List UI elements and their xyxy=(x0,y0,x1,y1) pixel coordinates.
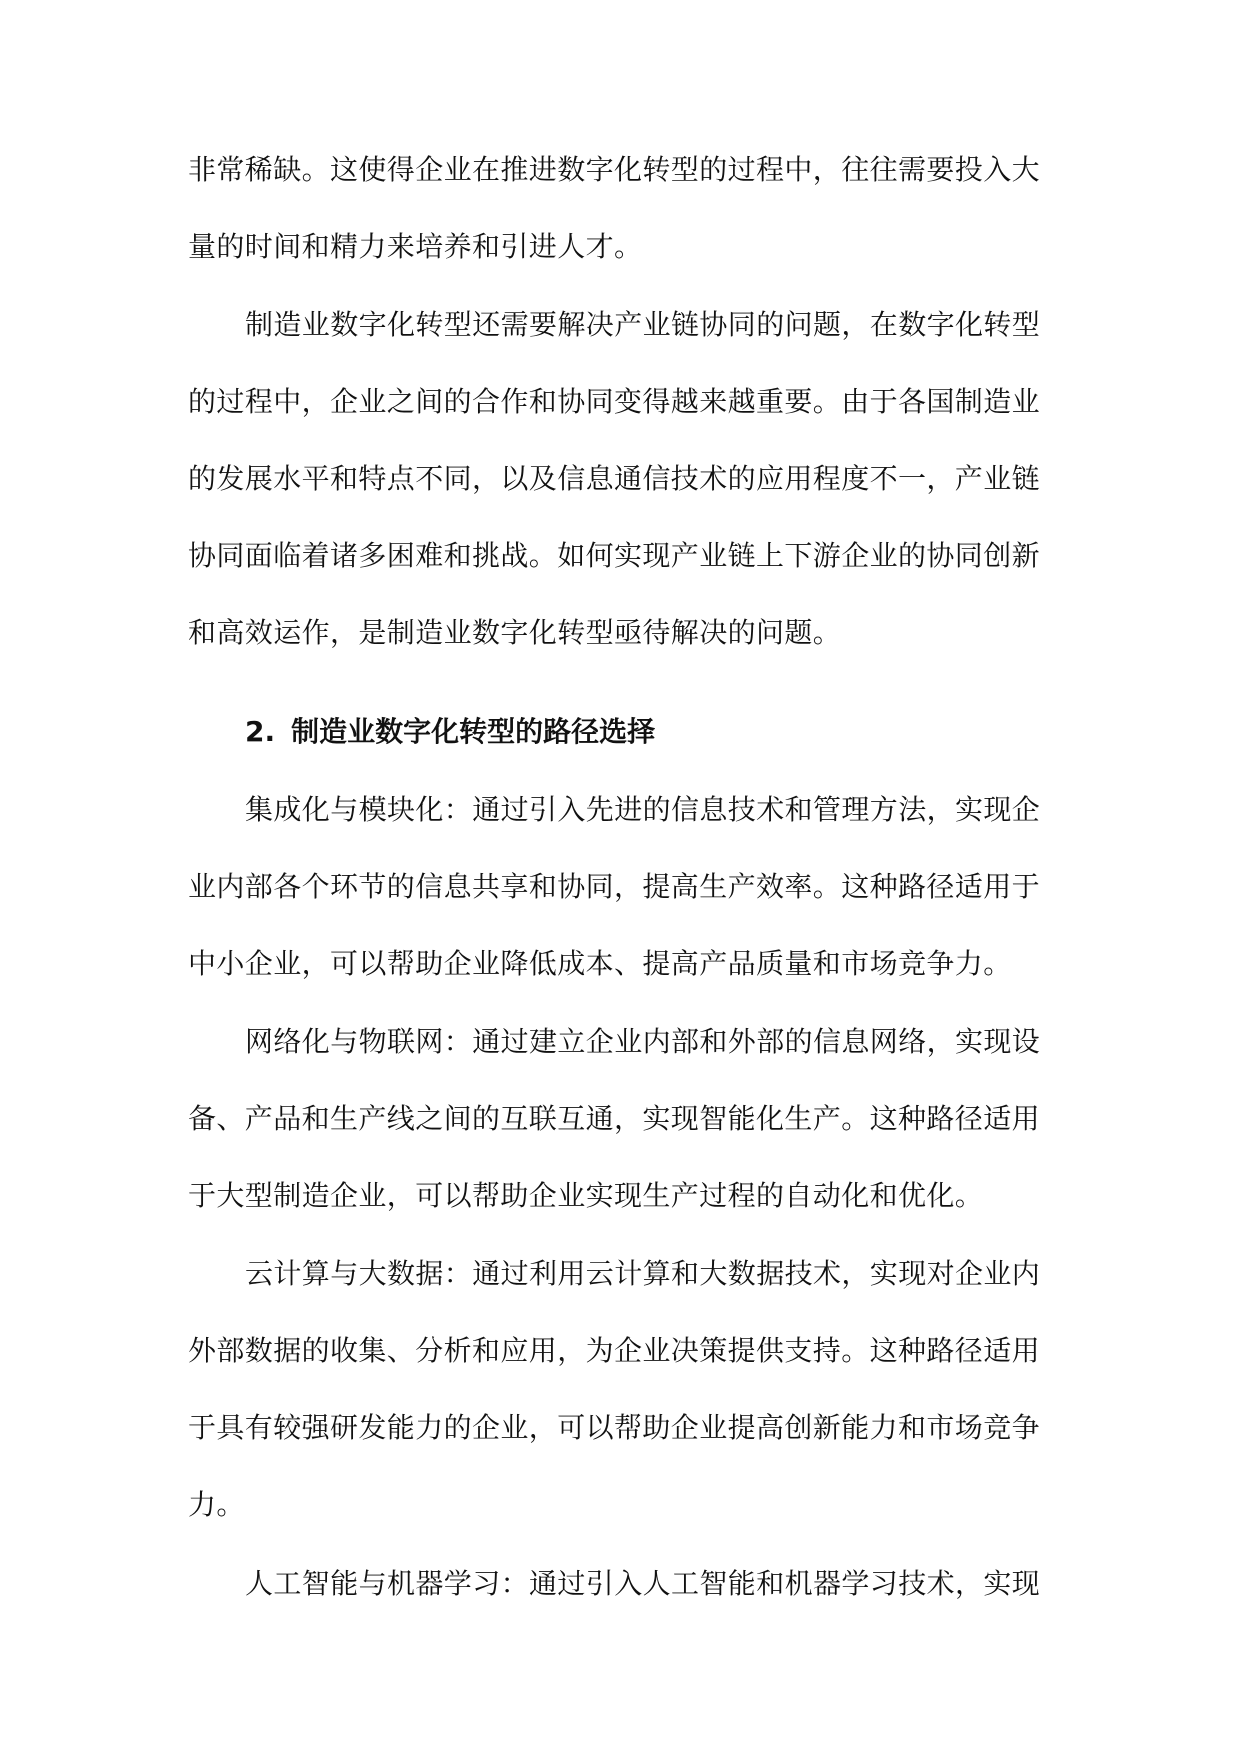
paragraph-line: 协同面临着诸多困难和挑战。如何实现产业链上下游企业的协同创新 xyxy=(188,539,1041,572)
paragraph-line: 备、产品和生产线之间的互联互通，实现智能化生产。这种路径适用 xyxy=(188,1102,1041,1135)
paragraph-line: 于具有较强研发能力的企业，可以帮助企业提高创新能力和市场竞争 xyxy=(188,1411,1041,1444)
paragraph-line: 中小企业，可以帮助企业降低成本、提高产品质量和市场竞争力。 xyxy=(188,947,1012,980)
paragraph-line: 制造业数字化转型还需要解决产业链协同的问题，在数字化转型 xyxy=(245,308,1041,341)
paragraph-line: 的发展水平和特点不同，以及信息通信技术的应用程度不一，产业链 xyxy=(188,462,1041,495)
paragraph-line: 云计算与大数据：通过利用云计算和大数据技术，实现对企业内 xyxy=(245,1257,1041,1290)
section-heading xyxy=(245,712,655,751)
paragraph-line: 非常稀缺。这使得企业在推进数字化转型的过程中，往往需要投入大 xyxy=(188,153,1041,186)
paragraph-line: 于大型制造企业，可以帮助企业实现生产过程的自动化和优化。 xyxy=(188,1179,984,1212)
section-title: 制造业数字化转型的路径选择 xyxy=(291,715,656,748)
paragraph-line: 网络化与物联网：通过建立企业内部和外部的信息网络，实现设 xyxy=(245,1025,1041,1058)
paragraph-line: 和高效运作，是制造业数字化转型亟待解决的问题。 xyxy=(188,616,842,649)
paragraph-line: 集成化与模块化：通过引入先进的信息技术和管理方法，实现企 xyxy=(245,793,1041,826)
section-number: 2. xyxy=(245,715,276,748)
paragraph-line: 的过程中，企业之间的合作和协同变得越来越重要。由于各国制造业 xyxy=(188,385,1041,418)
paragraph-line: 外部数据的收集、分析和应用，为企业决策提供支持。这种路径适用 xyxy=(188,1334,1041,1367)
paragraph-line: 业内部各个环节的信息共享和协同，提高生产效率。这种路径适用于 xyxy=(188,870,1041,903)
paragraph-line: 力。 xyxy=(188,1488,245,1521)
paragraph-line: 量的时间和精力来培养和引进人才。 xyxy=(188,230,643,263)
paragraph-line: 人工智能与机器学习：通过引入人工智能和机器学习技术，实现 xyxy=(245,1567,1041,1600)
